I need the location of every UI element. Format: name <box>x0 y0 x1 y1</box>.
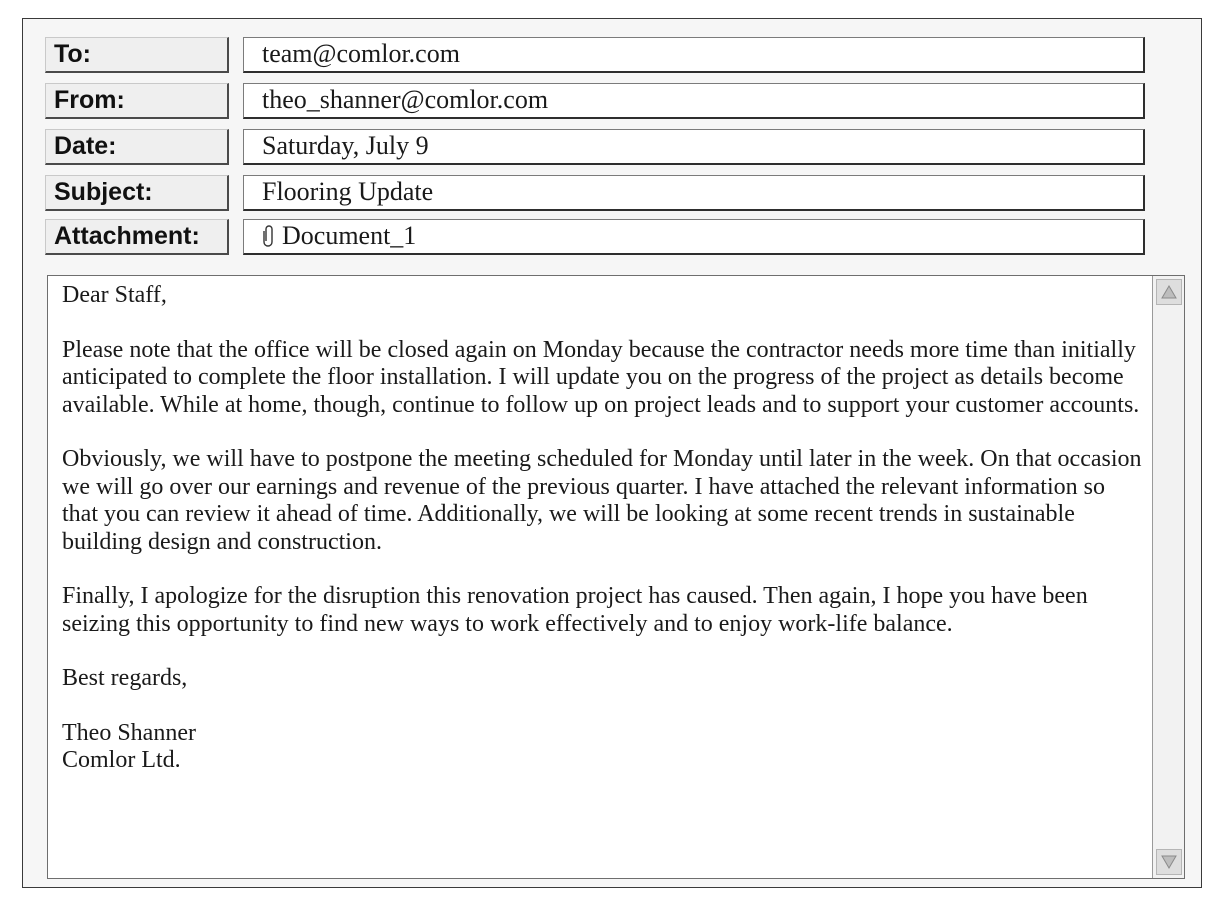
attachment-filename[interactable]: Document_1 <box>282 221 417 250</box>
subject-row <box>23 175 1201 215</box>
paperclip-icon <box>262 224 276 248</box>
greeting: Dear Staff, <box>62 282 167 308</box>
scroll-up-button[interactable] <box>1156 279 1182 305</box>
attachment-label: Attachment: <box>45 219 229 255</box>
date-field[interactable]: Saturday, July 9 <box>243 129 1145 165</box>
email-window <box>22 18 1202 888</box>
to-field[interactable]: team@comlor.com <box>243 37 1145 73</box>
date-label: Date: <box>45 129 229 165</box>
body-paragraph-3: Finally, I apologize for the disruption this renovation project has caused. Then again, I hope you have been seizing this opportunity to find new ways to work effectively and to enjoy work-life balance. <box>62 583 1088 637</box>
from-row <box>23 83 1201 123</box>
scroll-down-button[interactable] <box>1156 849 1182 875</box>
scroll-up-arrow-icon <box>1161 285 1177 299</box>
from-field[interactable]: theo_shanner@comlor.com <box>243 83 1145 119</box>
subject-label: Subject: <box>45 175 229 211</box>
to-label: To: <box>45 37 229 73</box>
message-body <box>62 282 1142 775</box>
attachment-row <box>23 219 1201 259</box>
vertical-scrollbar[interactable] <box>1152 276 1184 878</box>
body-paragraph-2: Obviously, we will have to postpone the meeting scheduled for Monday until later in the week. On that occasion we will go over our earnings and revenue of the previous quarter. I have attached the relevant information so that you can review it ahead of time. Additionally, we will be looking at some recent trends in sustainable building design and construction. <box>62 446 1142 555</box>
signature-company: Comlor Ltd. <box>62 747 181 773</box>
from-label: From: <box>45 83 229 119</box>
scroll-down-arrow-icon <box>1161 855 1177 869</box>
signature-name: Theo Shanner <box>62 719 196 746</box>
subject-field[interactable]: Flooring Update <box>243 175 1145 211</box>
closing: Best regards, <box>62 665 188 691</box>
date-row <box>23 129 1201 169</box>
body-paragraph-1: Please note that the office will be closed again on Monday because the contractor needs more time than initially anticipated to complete the floor installation. I will update you on the progress of the project as details become available. While at home, though, continue to follow up on project leads and to support your customer accounts. <box>62 336 1140 418</box>
attachment-field[interactable] <box>243 219 1145 255</box>
message-body-pane[interactable] <box>47 275 1185 879</box>
to-row <box>23 37 1201 77</box>
